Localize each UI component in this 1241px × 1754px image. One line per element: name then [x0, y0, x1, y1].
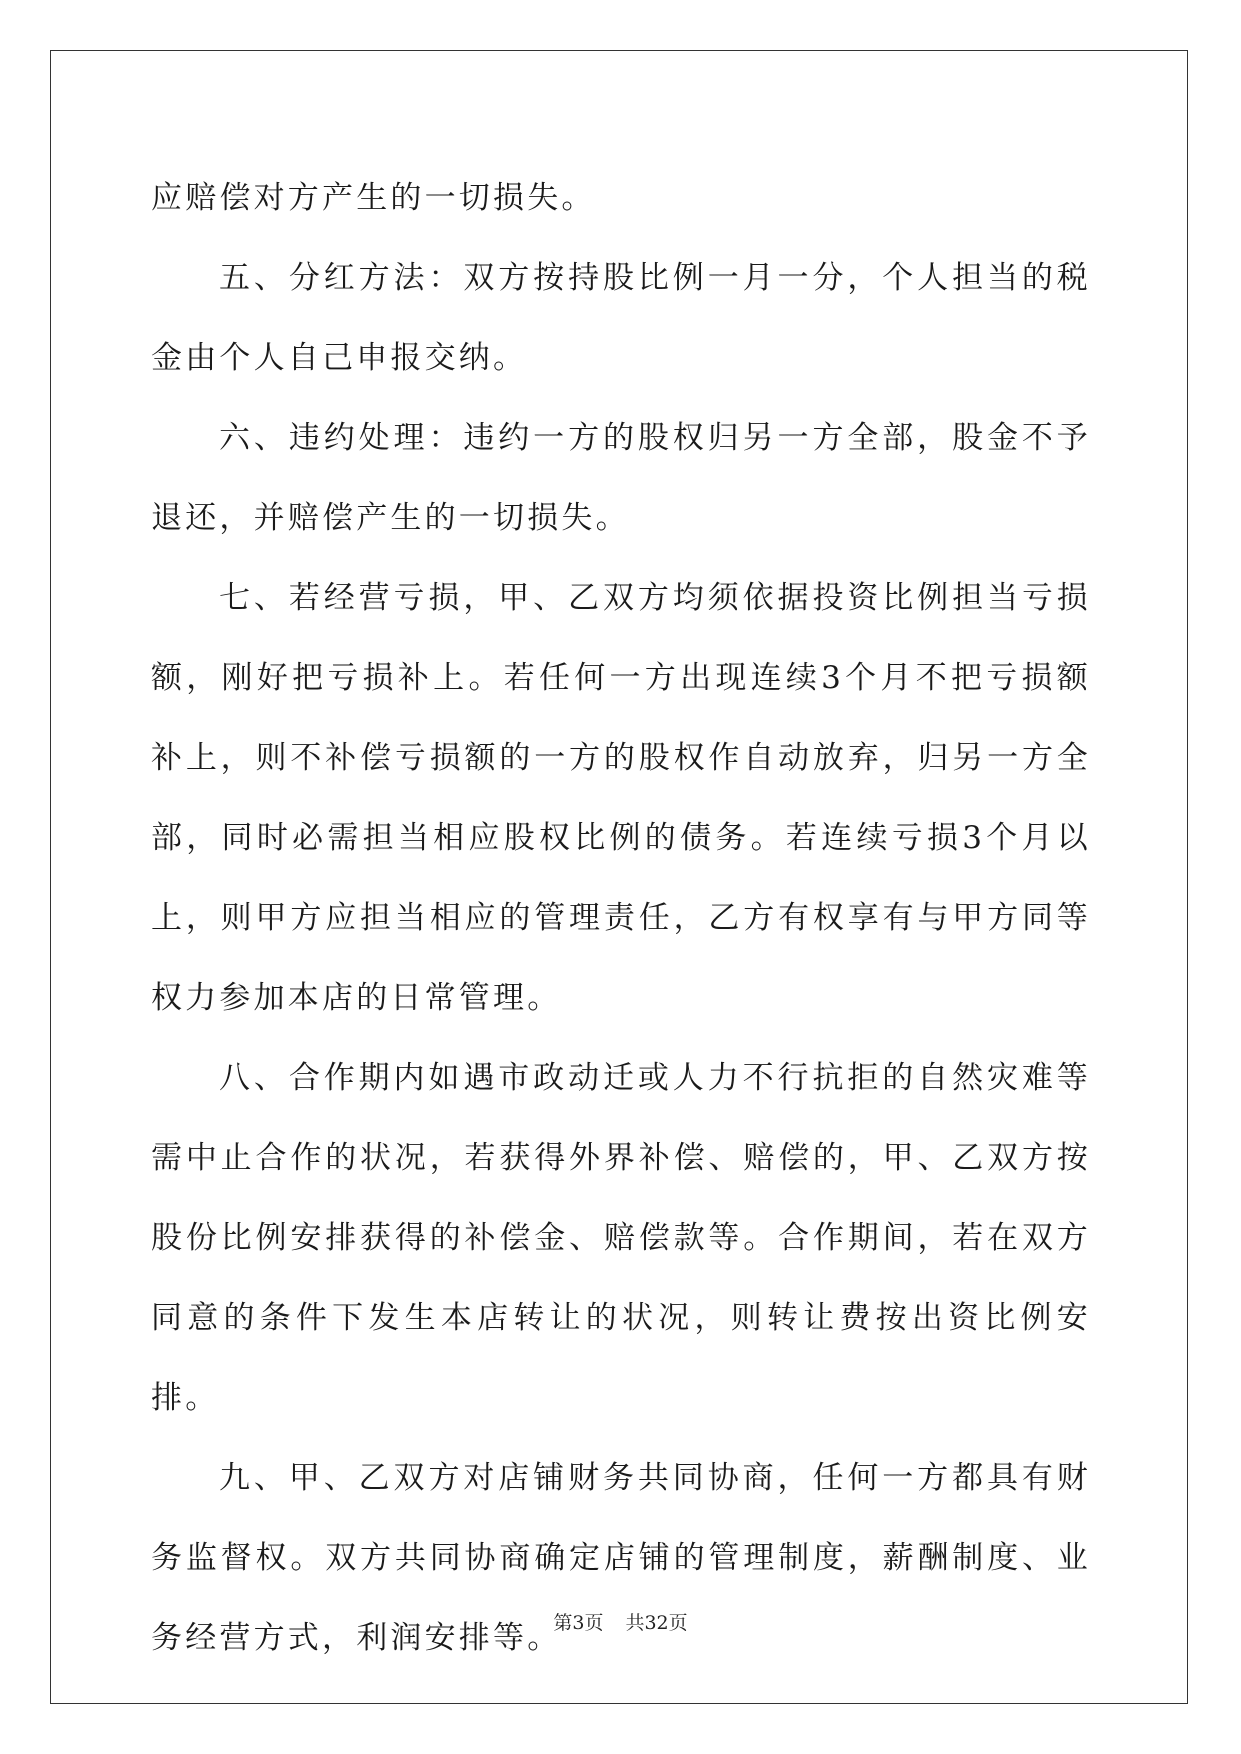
paragraph-continuation: 应赔偿对方产生的一切损失。 — [151, 180, 596, 216]
paragraph-clause-7: 七、若经营亏损，甲、乙双方均须依据投资比例担当亏损额，刚好把亏损补上。若任何一方出现连续3个月不把亏损额补上，则不补偿亏损额的一方的股权作自动放弃，归另一方全部，同时必需担当相应股权比例的债务。若连续亏损3个月以上，则甲方应担当相应的管理责任，乙方有权享有与甲方同等权力参加本店的日常管理。 — [151, 580, 1091, 1016]
paragraph-clause-9: 九、甲、乙双方对店铺财务共同协商，任何一方都具有财务监督权。双方共同协商确定店铺的管理制度，薪酬制度、业务经营方式，利润安排等。 — [151, 1460, 1091, 1656]
paragraph-clause-6: 六、违约处理：违约一方的股权归另一方全部，股金不予退还，并赔偿产生的一切损失。 — [151, 420, 1091, 536]
page-total: 共32页 — [625, 1612, 688, 1634]
document-body — [151, 158, 1091, 1678]
page-footer — [0, 1608, 1241, 1635]
paragraph-clause-5: 五、分红方法：双方按持股比例一月一分，个人担当的税金由个人自己申报交纳。 — [151, 260, 1091, 376]
page-number: 第3页 — [553, 1612, 604, 1634]
paragraph-clause-8: 八、合作期内如遇市政动迁或人力不行抗拒的自然灾难等需中止合作的状况，若获得外界补偿、赔偿的，甲、乙双方按股份比例安排获得的补偿金、赔偿款等。合作期间，若在双方同意的条件下发生本店转让的状况，则转让费按出资比例安排。 — [151, 1060, 1091, 1416]
